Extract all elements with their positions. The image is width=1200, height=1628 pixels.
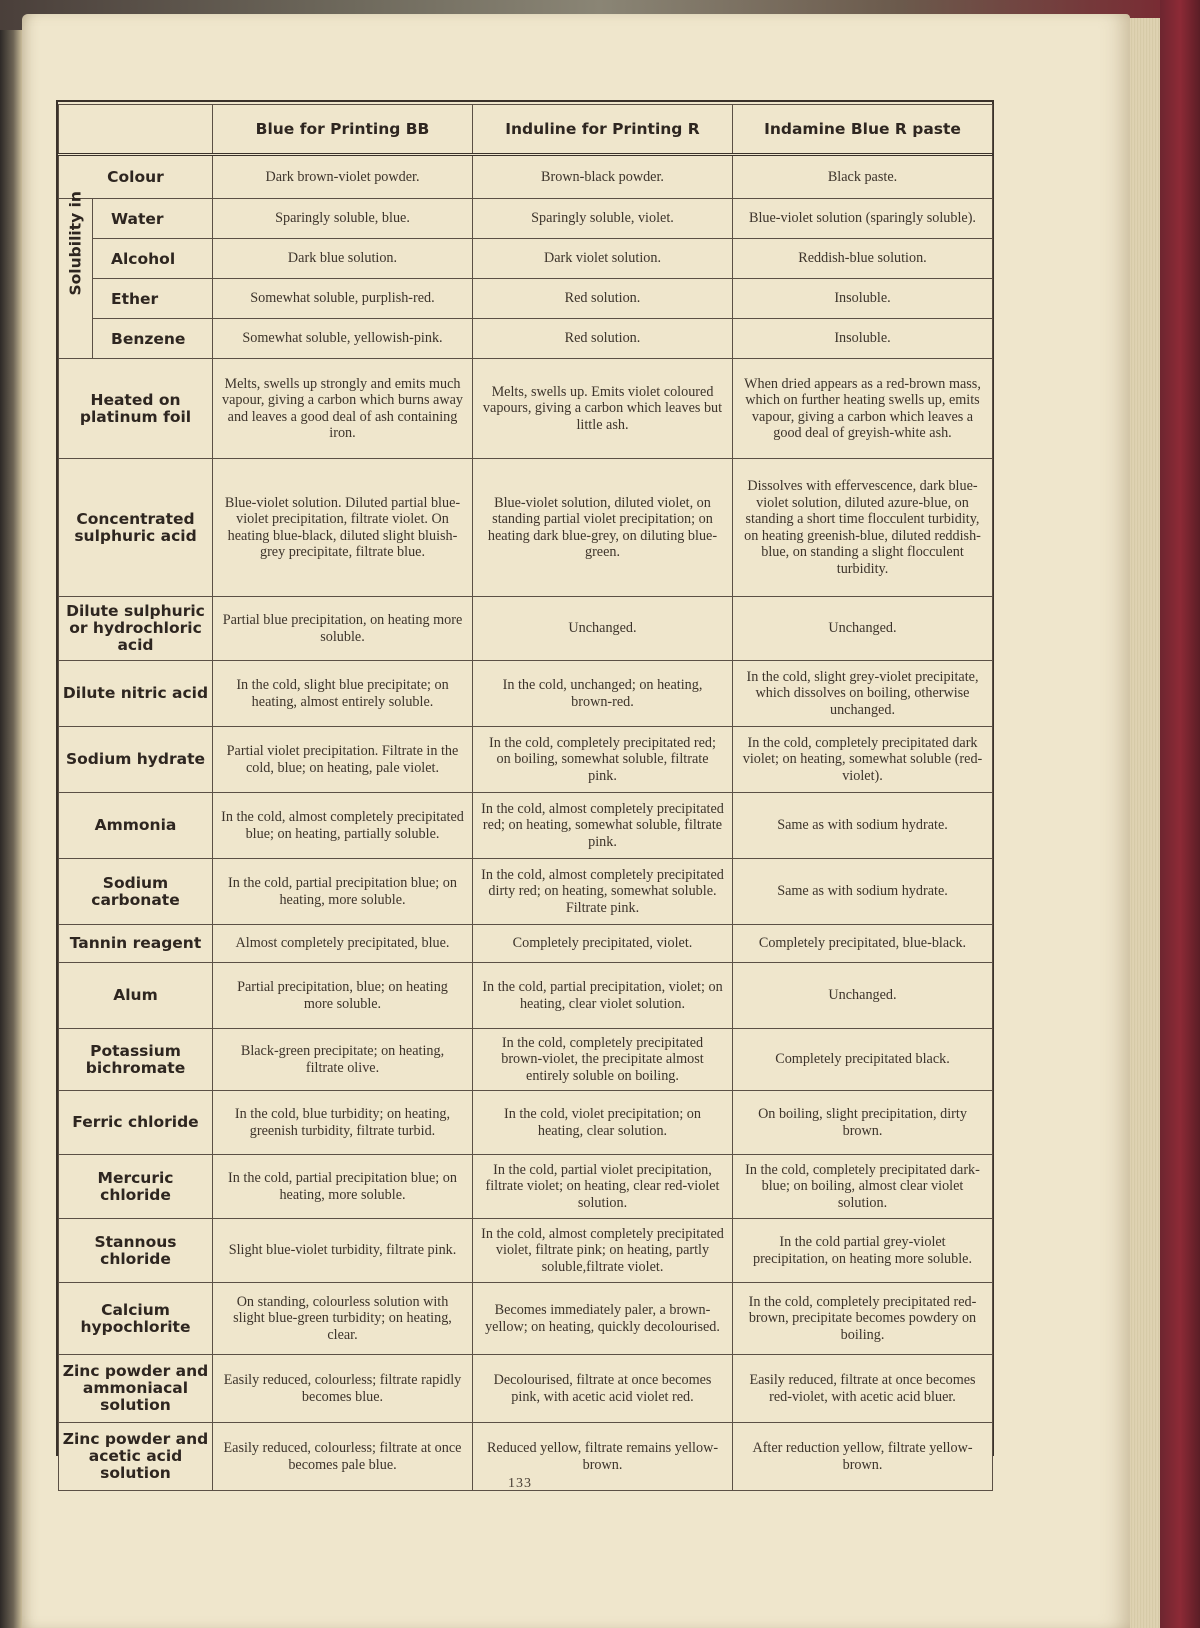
table-row	[59, 597, 993, 661]
table-row	[59, 239, 993, 279]
table-row	[59, 1283, 993, 1355]
table-cell: Melts, swells up. Emits violet coloured vapours, giving a carbon which leaves but little ash.	[473, 359, 733, 459]
table-cell: In the cold, completely precipitated red; on boiling, somewhat soluble, filtrate pink.	[473, 727, 733, 793]
row-label: Dilute nitric acid	[59, 661, 213, 727]
row-label: Tannin reagent	[59, 925, 213, 963]
table-row	[59, 199, 993, 239]
table-cell: Insoluble.	[733, 319, 993, 359]
table-row	[59, 459, 993, 597]
table-cell: Dark brown-violet powder.	[213, 155, 473, 199]
table-cell: On standing, colourless solution with slight blue-green turbidity; on heating, clear.	[213, 1283, 473, 1355]
column-header: Indamine Blue R paste	[733, 105, 993, 155]
table-row	[59, 793, 993, 859]
row-label: Ferric chloride	[59, 1091, 213, 1155]
table-row	[59, 1355, 993, 1423]
table-cell: In the cold, partial precipitation, violet; on heating, clear violet solution.	[473, 963, 733, 1029]
table-cell: Easily reduced, filtrate at once becomes red-violet, with acetic acid bluer.	[733, 1355, 993, 1423]
table-row	[59, 859, 993, 925]
row-label: Concentrated sulphuric acid	[59, 459, 213, 597]
page-number: 133	[508, 1476, 532, 1491]
table-cell: Unchanged.	[473, 597, 733, 661]
table-cell: Partial blue precipitation, on heating more soluble.	[213, 597, 473, 661]
table-cell: Black-green precipitate; on heating, filtrate olive.	[213, 1029, 473, 1091]
table-cell: In the cold, almost completely precipitated red; on heating, somewhat soluble, filtrate pink.	[473, 793, 733, 859]
row-label: Sodium hydrate	[59, 727, 213, 793]
table-row	[59, 1029, 993, 1091]
previous-page-edge	[0, 30, 22, 1628]
table-row	[59, 319, 993, 359]
table-cell: On boiling, slight precipitation, dirty brown.	[733, 1091, 993, 1155]
table-row	[59, 925, 993, 963]
table-cell: Insoluble.	[733, 279, 993, 319]
table-cell: In the cold, almost completely precipitated dirty red; on heating, somewhat soluble. Filtrate pink.	[473, 859, 733, 925]
row-label: Dilute sulphuric or hydrochloric acid	[59, 597, 213, 661]
table-cell: In the cold, almost completely precipitated violet, filtrate pink; on heating, partly soluble,filtrate violet.	[473, 1219, 733, 1283]
table-cell: Becomes immediately paler, a brown-yellow; on heating, quickly decolourised.	[473, 1283, 733, 1355]
row-label: Benzene	[93, 319, 213, 359]
table-cell: In the cold, completely precipitated dark violet; on heating, somewhat soluble (red-violet).	[733, 727, 993, 793]
table-cell: In the cold, almost completely precipitated blue; on heating, partially soluble.	[213, 793, 473, 859]
table-cell: Reddish-blue solution.	[733, 239, 993, 279]
row-label: Zinc powder and acetic acid solution	[59, 1423, 213, 1491]
table-cell: Melts, swells up strongly and emits much vapour, giving a carbon which burns away and leaves a good deal of ash containing iron.	[213, 359, 473, 459]
table-cell: In the cold, completely precipitated red-brown, precipitate becomes powdery on boiling.	[733, 1283, 993, 1355]
table-cell: Sparingly soluble, blue.	[213, 199, 473, 239]
row-label: Alcohol	[93, 239, 213, 279]
table-cell: When dried appears as a red-brown mass, which on further heating swells up, emits vapour, giving a carbon which leaves a good deal of greyish-white ash.	[733, 359, 993, 459]
table-cell: Black paste.	[733, 155, 993, 199]
table-row	[59, 727, 993, 793]
table-cell: In the cold, slight blue precipitate; on heating, almost entirely soluble.	[213, 661, 473, 727]
solubility-group-label: Solubility in	[59, 199, 93, 359]
table-cell: Decolourised, filtrate at once becomes pink, with acetic acid violet red.	[473, 1355, 733, 1423]
row-label: Ether	[93, 279, 213, 319]
header-row	[59, 105, 993, 155]
page-edges	[1130, 18, 1160, 1628]
table-cell: In the cold, completely precipitated brown-violet, the precipitate almost entirely soluble on boiling.	[473, 1029, 733, 1091]
table-cell: Blue-violet solution (sparingly soluble).	[733, 199, 993, 239]
table-cell: Partial violet precipitation. Filtrate in the cold, blue; on heating, pale violet.	[213, 727, 473, 793]
table-cell: In the cold, partial precipitation blue; on heating, more soluble.	[213, 859, 473, 925]
table-cell: Completely precipitated black.	[733, 1029, 993, 1091]
table-cell: Easily reduced, colourless; filtrate rapidly becomes blue.	[213, 1355, 473, 1423]
table-cell: Blue-violet solution. Diluted partial blue-violet precipitation, filtrate violet. On heating blue-black, diluted slight bluish-grey precipitate, filtrate blue.	[213, 459, 473, 597]
table-cell: Dissolves with effervescence, dark blue-violet solution, diluted azure-blue, on standing a short time flocculent turbidity, on heating greenish-blue, diluted reddish-blue, on standing a slight flocculent turbidity.	[733, 459, 993, 597]
table-cell: Slight blue-violet turbidity, filtrate pink.	[213, 1219, 473, 1283]
header-corner	[59, 105, 213, 155]
table-cell: Easily reduced, colourless; filtrate at once becomes pale blue.	[213, 1423, 473, 1491]
table-cell: Somewhat soluble, yellowish-pink.	[213, 319, 473, 359]
table-cell: Same as with sodium hydrate.	[733, 859, 993, 925]
table-cell: Completely precipitated, violet.	[473, 925, 733, 963]
row-label: Zinc powder and ammoniacal solution	[59, 1355, 213, 1423]
table-row	[59, 661, 993, 727]
table-cell: Completely precipitated, blue-black.	[733, 925, 993, 963]
table-cell: In the cold, slight grey-violet precipitate, which dissolves on boiling, otherwise unchanged.	[733, 661, 993, 727]
table-cell: In the cold, violet precipitation; on heating, clear solution.	[473, 1091, 733, 1155]
row-label: Stannous chloride	[59, 1219, 213, 1283]
table-cell: In the cold partial grey-violet precipitation, on heating more soluble.	[733, 1219, 993, 1283]
table-row	[59, 963, 993, 1029]
table-cell: Dark violet solution.	[473, 239, 733, 279]
table-cell: Blue-violet solution, diluted violet, on standing partial violet precipitation; on heating dark blue-grey, on diluting blue-green.	[473, 459, 733, 597]
table-cell: Red solution.	[473, 319, 733, 359]
table-cell: In the cold, partial precipitation blue; on heating, more soluble.	[213, 1155, 473, 1219]
table-cell: Sparingly soluble, violet.	[473, 199, 733, 239]
row-label: Sodium carbonate	[59, 859, 213, 925]
table-cell: Brown-black powder.	[473, 155, 733, 199]
row-label: Potassium bichromate	[59, 1029, 213, 1091]
table-row	[59, 359, 993, 459]
table-row	[59, 155, 993, 199]
table-cell: Red solution.	[473, 279, 733, 319]
table-cell: In the cold, blue turbidity; on heating, greenish turbidity, filtrate turbid.	[213, 1091, 473, 1155]
table-row	[59, 1219, 993, 1283]
table-cell: In the cold, unchanged; on heating, brown-red.	[473, 661, 733, 727]
table-cell: Reduced yellow, filtrate remains yellow-brown.	[473, 1423, 733, 1491]
table-cell: Dark blue solution.	[213, 239, 473, 279]
table-cell: In the cold, completely precipitated dark-blue; on boiling, almost clear violet solution.	[733, 1155, 993, 1219]
table-row	[59, 279, 993, 319]
table-cell: Unchanged.	[733, 597, 993, 661]
table-cell: Almost completely precipitated, blue.	[213, 925, 473, 963]
table-row	[59, 1155, 993, 1219]
table-cell: In the cold, partial violet precipitation, filtrate violet; on heating, clear red-violet solution.	[473, 1155, 733, 1219]
table-cell: Somewhat soluble, purplish-red.	[213, 279, 473, 319]
row-label: Alum	[59, 963, 213, 1029]
row-label: Colour	[59, 155, 213, 199]
column-header: Blue for Printing BB	[213, 105, 473, 155]
dye-reactions-table	[58, 104, 993, 1491]
row-label: Water	[93, 199, 213, 239]
row-label: Ammonia	[59, 793, 213, 859]
row-label: Mercuric chloride	[59, 1155, 213, 1219]
table-cell: Partial precipitation, blue; on heating more soluble.	[213, 963, 473, 1029]
table-cell: After reduction yellow, filtrate yellow-brown.	[733, 1423, 993, 1491]
column-header: Induline for Printing R	[473, 105, 733, 155]
book-cover-right	[1160, 0, 1200, 1628]
table-row	[59, 1091, 993, 1155]
row-label: Calcium hypochlorite	[59, 1283, 213, 1355]
table-cell: Unchanged.	[733, 963, 993, 1029]
table-cell: Same as with sodium hydrate.	[733, 793, 993, 859]
row-label: Heated on platinum foil	[59, 359, 213, 459]
